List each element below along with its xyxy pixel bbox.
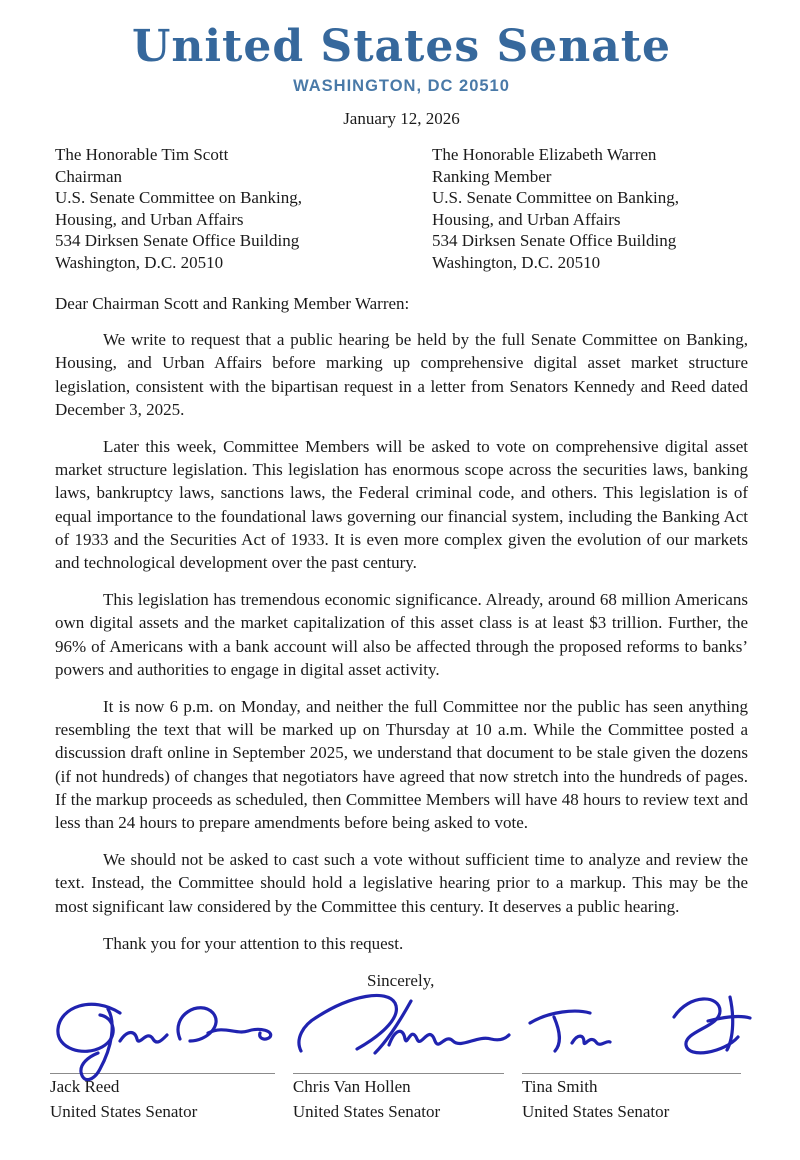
recipient-block-ranking-member — [432, 144, 748, 273]
signer-name: Tina Smith — [522, 1077, 598, 1097]
recipient-line: Housing, and Urban Affairs — [432, 209, 621, 229]
signer-jack-reed — [50, 1003, 282, 1123]
recipient-line: The Honorable Tim Scott — [55, 145, 229, 165]
chris-van-hollen-signature — [293, 1003, 511, 1073]
recipient-line: 534 Dirksen Senate Office Building — [55, 231, 300, 251]
chris-van-hollen-signature-graphic — [293, 987, 513, 1087]
recipient-block-chairman — [55, 144, 432, 273]
closing-sincerely: Sincerely, — [367, 971, 435, 991]
signer-title: United States Senator — [522, 1102, 670, 1122]
signer-name: Jack Reed — [50, 1077, 120, 1097]
signature-blocks — [50, 1003, 748, 1123]
salutation: Dear Chairman Scott and Ranking Member Warren: — [55, 294, 410, 314]
body-paragraph-3: This legislation has tremendous economic significance. Already, around 68 million Americans own digital assets and the market capitalization of this asset class is at least $3 trillion. Further, the 96% of Americans with a bank account will also be affected through the proposed reforms to banks’ powers and authorities to engage in digital asset activity. — [55, 590, 748, 679]
recipient-line: 534 Dirksen Senate Office Building — [432, 231, 677, 251]
signer-name: Chris Van Hollen — [292, 1077, 411, 1097]
signer-chris-van-hollen — [293, 1003, 511, 1123]
recipient-line: Washington, D.C. 20510 — [432, 252, 601, 272]
tina-smith-signature-graphic — [522, 987, 750, 1087]
jack-reed-signature-graphic — [50, 987, 285, 1087]
recipient-line: The Honorable Elizabeth Warren — [432, 145, 657, 165]
recipient-line: Housing, and Urban Affairs — [55, 209, 244, 229]
recipient-line: U.S. Senate Committee on Banking, — [432, 188, 679, 208]
letterhead — [55, 21, 748, 129]
tina-smith-signature — [522, 1003, 748, 1073]
jack-reed-signature — [50, 1003, 282, 1073]
recipient-line: Chairman — [55, 166, 123, 186]
signer-tina-smith — [522, 1003, 748, 1123]
body-paragraph-5: We should not be asked to cast such a vote without sufficient time to analyze and review the text. Instead, the Committee should hold a legislative hearing prior to a markup. This may be the most significant law considered by the Committee this century. It deserves a public hearing. — [55, 850, 748, 916]
body-paragraph-thanks: Thank you for your attention to this request. — [103, 933, 404, 953]
body-paragraph-1: We write to request that a public hearing be held by the full Senate Committee on Banking, Housing, and Urban Affairs before marking up comprehensive digital asset market structure legislation, consistent with the bipartisan request in a letter from Senators Kennedy and Reed dated December 3, 2025. — [55, 330, 748, 419]
letterhead-title: United States Senate — [131, 21, 672, 72]
letter-date: January 12, 2026 — [343, 109, 460, 129]
recipient-line: Ranking Member — [432, 166, 552, 186]
recipient-line: Washington, D.C. 20510 — [55, 252, 224, 272]
body-paragraph-2: Later this week, Committee Members will be asked to vote on comprehensive digital asset market structure legislation. This legislation has enormous scope across the securities laws, banking laws, bankruptcy laws, sanctions laws, the Federal criminal code, and others. This legislation is of equal importance to the foundational laws governing our financial system, including the Banking Act of 1933 and the Securities Act of 1933. It is even more complex given the evolution of our markets and technological development over the past century. — [55, 437, 748, 573]
recipient-blocks — [55, 144, 748, 273]
signer-title: United States Senator — [292, 1102, 441, 1122]
signer-title: United States Senator — [50, 1102, 198, 1122]
body-paragraph-4: It is now 6 p.m. on Monday, and neither the full Committee nor the public has seen anything resembling the text that will be marked up on Thursday at 10 a.m. While the Committee posted a discussion draft online in September 2025, we understand that document to be stale given the dozens (if not hundreds) of changes that negotiators have agreed that now stretch into the hundreds of pages. If the markup proceeds as scheduled, then Committee Members will have 48 hours to review text and less than 24 hours to prepare amendments before being asked to vote. — [55, 697, 748, 833]
letterhead-address: WASHINGTON, DC 20510 — [293, 77, 510, 96]
recipient-line: U.S. Senate Committee on Banking, — [55, 188, 302, 208]
